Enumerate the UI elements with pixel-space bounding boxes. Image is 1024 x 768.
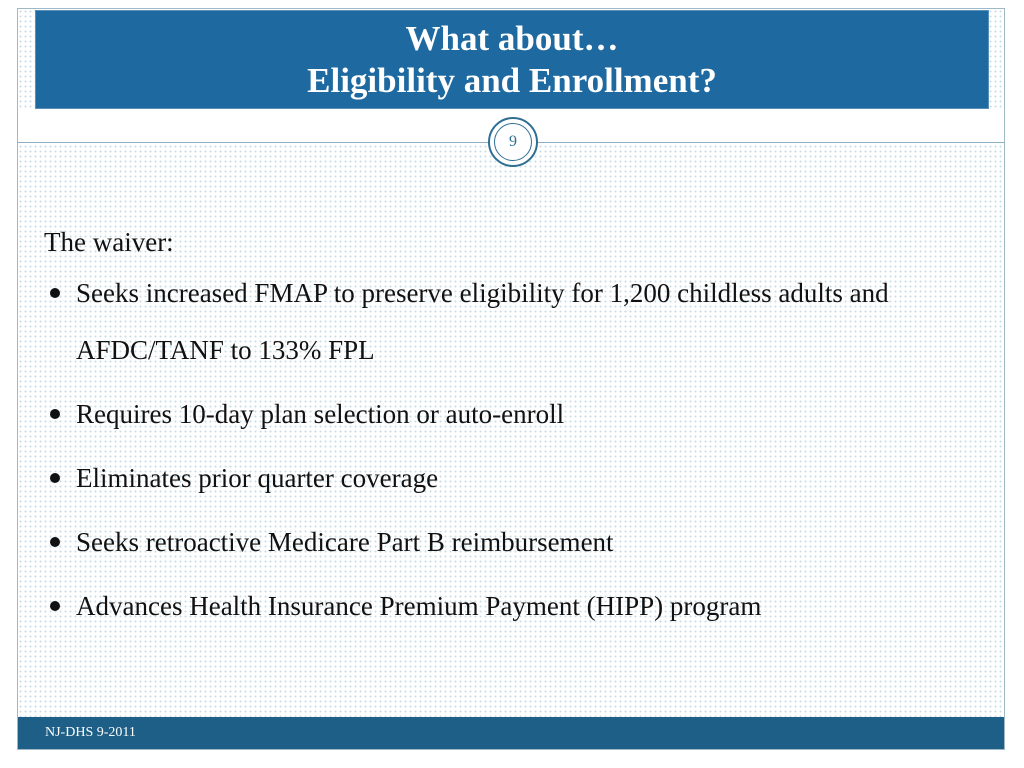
bullet-item: [44, 578, 984, 635]
slide-title-line-1: What about…: [405, 18, 619, 58]
bullet-text: Advances Health Insurance Premium Payment (HIPP) program: [76, 591, 762, 621]
footer-bar: [18, 717, 1004, 749]
slide-body: [44, 224, 984, 642]
bullet-dot-icon: [50, 288, 60, 298]
bullet-dot-icon: [50, 537, 60, 547]
title-band: [35, 10, 989, 109]
bullet-text: Seeks increased FMAP to preserve eligibility for 1,200 childless adults and AFDC/TANF to 133% FPL: [76, 278, 889, 365]
page-number-badge: [488, 117, 538, 167]
bullet-dot-icon: [50, 409, 60, 419]
bullet-item: [44, 386, 984, 443]
bullet-dot-icon: [50, 601, 60, 611]
bullet-item: [44, 450, 984, 507]
page-number: 9: [494, 123, 532, 161]
bullet-list: [44, 265, 984, 635]
footer-text: NJ-DHS 9-2011: [45, 725, 136, 740]
bullet-text: Seeks retroactive Medicare Part B reimbursement: [76, 527, 614, 557]
intro-text: The waiver:: [44, 227, 174, 257]
bullet-text: Eliminates prior quarter coverage: [76, 463, 439, 493]
bullet-text: Requires 10-day plan selection or auto-enroll: [76, 399, 565, 429]
bullet-dot-icon: [50, 473, 60, 483]
bullet-item: [44, 514, 984, 571]
slide-title-line-2: Eligibility and Enrollment?: [307, 60, 717, 100]
bullet-item: [44, 265, 984, 379]
